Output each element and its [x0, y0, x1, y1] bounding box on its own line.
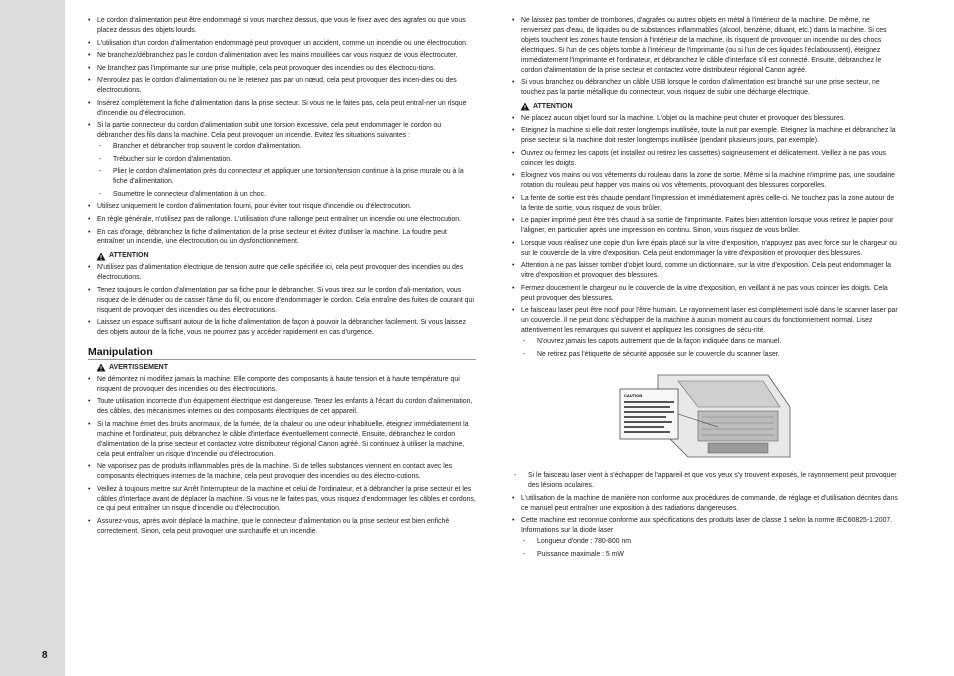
list-item: • Insérez complètement la fiche d'alimentation dans la prise secteur. Si vous ne le faites pas, cela peut entraî-ner un risque d'incendie ou d'électrocution. — [88, 99, 476, 119]
sub-list-item: - Ne retirez pas l'étiquette de sécurité apposée sur le couvercle du scanner laser. — [521, 350, 900, 360]
attention-label: ATTENTION — [533, 102, 573, 110]
sub-list-item: - Trébucher sur le cordon d'alimentation. — [97, 155, 476, 165]
sub-list-item: - Puissance maximale : 5 mW — [521, 550, 900, 560]
avertissement-label: AVERTISSEMENT — [109, 363, 168, 371]
list-item: • Fermez doucement le chargeur ou le couvercle de la vitre d'exposition, en veillant à ne pas vous coincer les doigts. Cela peut provoquer des blessures. — [512, 284, 900, 304]
diode-sublist — [521, 537, 900, 560]
list-item — [88, 121, 476, 199]
list-item: • La fente de sortie est très chaude pendant l'impression et immédiatement après celle-ci. Ne touchez pas la zone autour de la fente de sortie, vous risquez de vous brûler. — [512, 194, 900, 214]
avertissement-heading — [96, 363, 476, 373]
sub-list-item: - Soumettre le connecteur d'alimentation à un choc. — [97, 190, 476, 200]
list-item: • Le cordon d'alimentation peut être endommagé si vous marchez dessus, que vous le fixez avec des agrafes ou que vous placez dessus des objets lourds. — [88, 16, 476, 36]
list-item-text: Si la partie connecteur du cordon d'alimentation subit une torsion excessive, cela peut endommager le cordon ou débrancher des fils dans la machine. Cela peut provoquer un incendie. Evitez les situations suivantes : — [97, 122, 442, 140]
list-item: • Le papier imprimé peut être très chaud à sa sortie de l'imprimante. Faites bien attention lorsque vous retirez le papier pour l'aligner, en particulier après une impression en continu. Sinon, vous risquez de vous brûler. — [512, 216, 900, 236]
sub-list-item: - Longueur d'onde : 780-800 nm — [521, 537, 900, 547]
page-number: 8 — [42, 650, 48, 661]
power-cord-list — [88, 16, 476, 247]
warning-triangle-icon — [96, 363, 106, 372]
sub-list-item: - Brancher et débrancher trop souvent le cordon d'alimentation. — [97, 142, 476, 152]
list-item: • Toute utilisation incorrecte d'un équipement électrique est dangereuse. Tenez les enfants à l'écart du cordon d'alimentation, des câbles, des mécanismes internes ou des composants électriques de cet appareil. — [88, 397, 476, 417]
warning-triangle-icon — [520, 102, 530, 111]
list-item: • Utilisez uniquement le cordon d'alimentation fourni, pour éviter tout risque d'incendie ou d'électrocution. — [88, 202, 476, 212]
list-item: • Tenez toujours le cordon d'alimentation par sa fiche pour le débrancher. Si vous tirez sur le cordon d'ali-mentation, vous risquez de le dénuder ou de casser l'âme du fil, ou encore d'endommager le cordon. Cela entraîne des fuites de courant qui risquent de provoquer des incendies ou des électrocutions. — [88, 286, 476, 316]
list-item: • Ne branchez pas l'imprimante sur une prise multiple, cela peut provoquer des incendies ou des électrocu-tions. — [88, 64, 476, 74]
attention-heading — [96, 251, 476, 261]
list-item: • Attention à ne pas laisser tomber d'objet lourd, comme un dictionnaire, sur la vitre d'exposition. Cela peut endommager la vitre d'exposition et provoquer des blessures. — [512, 261, 900, 281]
list-item: • Ne démontez ni modifiez jamais la machine. Elle comporte des composants à haute tension et à haute température qui risquent de provoquer des incendies ou des électrocutions. — [88, 375, 476, 395]
sub-list-item: - Plier le cordon d'alimentation près du connecteur et appliquer une torsion/tension continue à la prise murale ou à la fiche d'alimentation. — [97, 167, 476, 187]
list-item: • Si la machine émet des bruits anormaux, de la fumée, de la chaleur ou une odeur inhabituelle, éteignez immédiatement la machine et l'ordinateur, puis débranchez le câble d'interface éventuellement connecté. Ensuite, débranchez le cordon d'alimentation de la prise secteur et contactez votre distributeur régional Canon agréé. Si continuez à utiliser la machine, cela peut entraîner un risque d'incendie ou d'électrocution. — [88, 420, 476, 460]
list-item: • Ne branchez/débranchez pas le cordon d'alimentation avec les mains mouillées car vous risquez de vous électrocuter. — [88, 51, 476, 61]
list-item: • Veillez à toujours mettre sur Arrêt l'interrupteur de la machine et celui de l'ordinateur, et à débrancher la prise secteur et les câbles d'interface avant de déplacer la machine. Si vous ne le faites pas, vous risquez d'endommager les câbles et cordons, ce qui peut entraîner un risque d'incendie ou d'électrocution. — [88, 485, 476, 515]
list-item: • Ouvrez ou fermez les capots (et installez ou retirez les cassettes) soigneusement et délicatement. Veillez à ne pas vous coincer les doigts. — [512, 149, 900, 169]
after-figure-sublist — [512, 471, 900, 491]
list-item: • N'utilisez pas d'alimentation électrique de tension autre que celle spécifiée ici, cela peut provoquer des incendies ou des électrocutions. — [88, 263, 476, 283]
right-column — [512, 16, 900, 562]
list-item — [512, 306, 900, 359]
list-item: • N'enroulez pas le cordon d'alimentation ou ne le retenez pas par un nœud, cela peut provoquer des incen-dies ou des électrocutions. — [88, 76, 476, 96]
list-item: • Assurez-vous, après avoir déplacé la machine, que le connecteur d'alimentation ou la prise secteur est bien enfiché correctement. Sinon, cela peut provoquer une surchauffe et un incendie. — [88, 517, 476, 537]
attention-heading — [520, 102, 900, 112]
list-item: • En règle générale, n'utilisez pas de rallonge. L'utilisation d'une rallonge peut entraîner un incendie ou une électrocution. — [88, 215, 476, 225]
list-item: • Si vous branchez ou débranchez un câble USB lorsque le cordon d'alimentation est branché sur une prise secteur, ne touchez pas la partie métallique du connecteur, vous risquez de subir une décharge électrique. — [512, 78, 900, 98]
laser-label-illustration — [618, 367, 798, 462]
warning-triangle-icon — [96, 252, 106, 261]
list-item: • Ne placez aucun objet lourd sur la machine. L'objet ou la machine peut chuter et provoquer des blessures. — [512, 114, 900, 124]
attention-label: ATTENTION — [109, 252, 149, 260]
list-item: • Eloignez vos mains ou vos vêtements du rouleau dans la zone de sortie. Même si la machine n'imprime pas, une soudaine rotation du rouleau peut happer vos mains ou vos vêtements, provoquant des blessures corporelles. — [512, 171, 900, 191]
list-item: • Ne vaporisez pas de produits inflammables près de la machine. Si de telles substances viennent en contact avec les composants électriques internes de la machine, cela peut provoquer des incendies ou des électro-cutions. — [88, 462, 476, 482]
list-item: • Lorsque vous réalisez une copie d'un livre épais placé sur la vitre d'exposition, n'appuyez pas avec force sur le chargeur ou sur le couvercle de la vitre d'exposition. Cela peut endommager la vitre d'exposition et provoquer des blessures. — [512, 239, 900, 259]
list-item: • L'utilisation de la machine de manière non conforme aux procédures de commande, de réglage et d'utilisation décrites dans ce manuel peut entraîner une exposition à des radiations dangereuses. — [512, 494, 900, 514]
list-item-text: Cette machine est reconnue conforme aux spécifications des produits laser de classe 1 selon la norme IEC60825-1:2007. Informations sur la diode laser — [521, 517, 893, 535]
list-item: • Eteignez la machine si elle doit rester longtemps inutilisée, toute la nuit par exemple. Eteignez la machine et débranchez la prise secteur si la machine doit rester longtemps inutilisée (pendant plusieurs jours, par exemple). — [512, 126, 900, 146]
conformity-list — [512, 494, 900, 560]
metal-objects-list — [512, 16, 900, 98]
list-item: • Ne laissez pas tomber de trombones, d'agrafes ou autres objets en métal à l'intérieur de la machine. De même, ne renversez pas d'eau, de liquides ou de substances inflammables (alcool, benzène, diluant, etc.) dans la machine. Si ces objets touchent les zones haute tension à l'intérieur de la machine, ils risquent de provoquer un incendie ou des chocs électriques. Si l'un de ces objets tombe à l'intérieur de l'imprimante (ou si l'un de ces liquides l'éclaboussent), éteignez immédiatement l'imprimante et l'ordinateur, et débranchez le câble d'interface s'il est connecté. Ensuite, débranchez le cordon d'alimentation de la prise secteur et contactez votre distributeur régional Canon agréé. — [512, 16, 900, 75]
sub-list-item: - Si le faisceau laser vient à s'échapper de l'appareil et que vos yeux s'y trouvent exposés, le rayonnement peut provoquer des lésions oculaires. — [512, 471, 900, 491]
attention-list — [88, 263, 476, 338]
list-item: • L'utilisation d'un cordon d'alimentation endommagé peut provoquer un accident, comme un incendie ou une électrocution. — [88, 39, 476, 49]
left-column — [88, 16, 476, 540]
page-gutter — [0, 0, 65, 676]
list-item: • En cas d'orage, débranchez la fiche d'alimentation de la prise secteur et évitez d'utiliser la machine. La foudre peut entraîner un incendie, une électrocution ou un dysfonctionnement. — [88, 228, 476, 248]
list-item: • Laissez un espace suffisant autour de la fiche d'alimentation de façon à pouvoir la débrancher facilement. Si vous laissez des objets autour de la fiche, vous ne pourrez pas y accéder rapidement en cas d'urgence. — [88, 318, 476, 338]
attention-list — [512, 114, 900, 360]
laser-sublist — [521, 337, 900, 360]
list-item-text: Le faisceau laser peut être nocif pour l'être humain. Le rayonnement laser est complètement isolé dans le scanner laser par un couvercle. Il ne peut donc s'échapper de la machine à aucun moment au cours du fonctionnement normal. Lisez attentivement les remarques qui suivent et appliquez les consignes de sécu-rité. — [521, 307, 898, 335]
sub-list-item: - N'ouvrez jamais les capots autrement que de la façon indiquée dans ce manuel. — [521, 337, 900, 347]
situations-sublist — [97, 142, 476, 200]
list-item — [512, 516, 900, 559]
section-title: Manipulation — [88, 348, 476, 358]
avertissement-list — [88, 375, 476, 537]
caution-label-text: CAUTION — [624, 393, 643, 399]
